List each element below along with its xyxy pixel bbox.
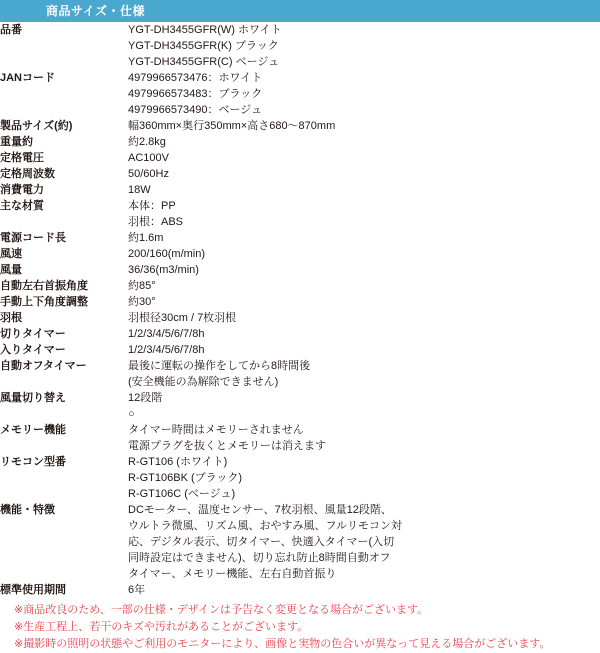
spec-row-value-line: 12段階 (128, 392, 163, 404)
spec-row (0, 310, 600, 326)
spec-row-value-line: 電源プラグを抜くとメモリーは消えます (128, 440, 326, 452)
spec-row-label: 標準使用期間 (0, 584, 66, 596)
spec-row-value-line: R-GT106BK (ブラック) (128, 472, 243, 484)
spec-row-label: JANコード (0, 72, 56, 84)
spec-row-label: 手動上下角度調整 (0, 296, 88, 308)
spec-row-value-line: DCモーター、温度センサー、7枚羽根、風量12段階、 (128, 504, 392, 516)
spec-row-value (128, 326, 600, 342)
spec-row (0, 342, 600, 358)
spec-row-value-line: 1/2/3/4/5/6/7/8h (128, 328, 205, 340)
spec-row-label: 重量約 (0, 136, 33, 148)
spec-row-value-line: 約2.8kg (128, 136, 166, 148)
spec-row-value-line: 18W (128, 184, 151, 196)
spec-row-value-line: タイマー時間はメモリーされません (128, 424, 304, 436)
spec-row (0, 406, 600, 422)
spec-row-value-line: 4979966573483：ブラック (128, 88, 263, 100)
spec-row-value-line: 36/36(m3/min) (128, 264, 199, 276)
spec-row-value-line: R-GT106 (ホワイト) (128, 456, 228, 468)
spec-row-value (128, 390, 600, 406)
spec-row-label: 機能・特徴 (0, 504, 55, 516)
spec-row-value (128, 182, 600, 198)
spec-row (0, 198, 600, 230)
spec-row (0, 502, 600, 582)
spec-row (0, 166, 600, 182)
spec-row-value-line: 応、デジタル表示、切タイマー、快適入タイマー(入切 (128, 536, 395, 548)
spec-row-value-line: 同時設定はできません)、切り忘れ防止8時間自動オフ (128, 552, 391, 564)
spec-row-value (128, 134, 600, 150)
spec-row-value (128, 70, 600, 118)
spec-row-value (128, 262, 600, 278)
spec-row-label: 製品サイズ(約) (0, 120, 73, 132)
spec-row (0, 134, 600, 150)
spec-row-value-line: 200/160(m/min) (128, 248, 206, 260)
spec-row (0, 390, 600, 406)
spec-row-value (128, 310, 600, 326)
spec-row-value-line: ウルトラ微風、リズム風、おやすみ風、フルリモコン対 (128, 520, 403, 532)
spec-row-label: 定格周波数 (0, 168, 55, 180)
spec-row (0, 278, 600, 294)
spec-row-label (0, 406, 128, 422)
spec-row (0, 422, 600, 454)
spec-row-value (128, 278, 600, 294)
spec-row (0, 326, 600, 342)
spec-row-value (128, 118, 600, 134)
spec-row (0, 22, 600, 70)
spec-row-label: 風量 (0, 264, 22, 276)
spec-row-value-line: R-GT106C (ベージュ) (128, 488, 236, 500)
spec-row-label: 電源コード長 (0, 232, 66, 244)
spec-row (0, 294, 600, 310)
footnote: ※撮影時の照明の状態やご利用のモニターにより、画像と実物の色合いが異なって見える場合がございます。 (14, 638, 551, 650)
spec-row-value-line: ○ (128, 408, 135, 420)
spec-row-value (128, 198, 600, 230)
spec-row-value-line: 約85° (128, 280, 156, 292)
spec-row-value-line: 約1.6m (128, 232, 164, 244)
spec-row-value (128, 342, 600, 358)
spec-row-label: 風量切り替え (0, 392, 66, 404)
spec-row-value-line: AC100V (128, 152, 169, 164)
spec-row (0, 246, 600, 262)
spec-row-value (128, 502, 600, 582)
spec-row-value-line: YGT-DH3455GFR(W) ホワイト (128, 24, 282, 36)
spec-row-value-line: 1/2/3/4/5/6/7/8h (128, 344, 205, 356)
footnote: ※生産工程上、若干のキズや汚れがあることがございます。 (14, 621, 309, 633)
spec-row-label: 消費電力 (0, 184, 44, 196)
spec-row-value (128, 150, 600, 166)
footnote: ※商品改良のため、一部の仕様・デザインは予告なく変更となる場合がございます。 (14, 604, 429, 616)
spec-row-value-line: YGT-DH3455GFR(C) ベージュ (128, 56, 280, 68)
spec-row-value-line: 羽根径30cm / 7枚羽根 (128, 312, 237, 324)
spec-row-value-line: 6年 (128, 584, 146, 596)
spec-row-value (128, 166, 600, 182)
spec-row (0, 582, 600, 598)
spec-row (0, 262, 600, 278)
spec-row-value-line: (安全機能の為解除できません) (128, 376, 279, 388)
spec-row-label: 自動左右首振角度 (0, 280, 88, 292)
spec-row-label: リモコン型番 (0, 456, 66, 468)
spec-row-value (128, 246, 600, 262)
spec-row (0, 118, 600, 134)
spec-row (0, 454, 600, 502)
spec-row-value-line: 本体：PP (128, 200, 176, 212)
spec-row (0, 70, 600, 118)
spec-row-value-line: 4979966573476：ホワイト (128, 72, 263, 84)
footnotes (0, 598, 600, 653)
spec-row (0, 358, 600, 390)
spec-row-value (128, 230, 600, 246)
spec-row (0, 230, 600, 246)
spec-row-value (128, 582, 600, 598)
spec-row-value (128, 406, 600, 422)
spec-row-value-line: 50/60Hz (128, 168, 169, 180)
spec-row-value-line: YGT-DH3455GFR(K) ブラック (128, 40, 279, 52)
spec-row-label: メモリー機能 (0, 424, 66, 436)
spec-row-value-line: 約30° (128, 296, 156, 308)
spec-row-value-line: タイマー、メモリー機能、左右自動首振り (128, 568, 337, 580)
spec-row-label: 自動オフタイマー (0, 360, 87, 372)
spec-row-value-line: 幅360mm×奥行350mm×高さ680〜870mm (128, 120, 336, 132)
spec-table (0, 22, 600, 598)
spec-header-title: 商品サイズ・仕様 (0, 0, 600, 22)
spec-row (0, 150, 600, 166)
spec-row-label: 切りタイマー (0, 328, 66, 340)
spec-row-label: 風速 (0, 248, 22, 260)
spec-row-value-line: 最後に運転の操作をしてから8時間後 (128, 360, 311, 372)
spec-row-value (128, 454, 600, 502)
spec-row-value (128, 294, 600, 310)
spec-table-body (0, 22, 600, 598)
spec-row-value (128, 358, 600, 390)
spec-row-label: 品番 (0, 24, 22, 36)
spec-row-label: 主な材質 (0, 200, 44, 212)
spec-row-value-line: 4979966573490：ベージュ (128, 104, 263, 116)
spec-row-value (128, 22, 600, 70)
spec-row (0, 182, 600, 198)
spec-row-label: 定格電圧 (0, 152, 44, 164)
spec-row-value (128, 422, 600, 454)
spec-row-label: 羽根 (0, 312, 22, 324)
spec-row-value-line: 羽根：ABS (128, 216, 184, 228)
spec-row-label: 入りタイマー (0, 344, 66, 356)
